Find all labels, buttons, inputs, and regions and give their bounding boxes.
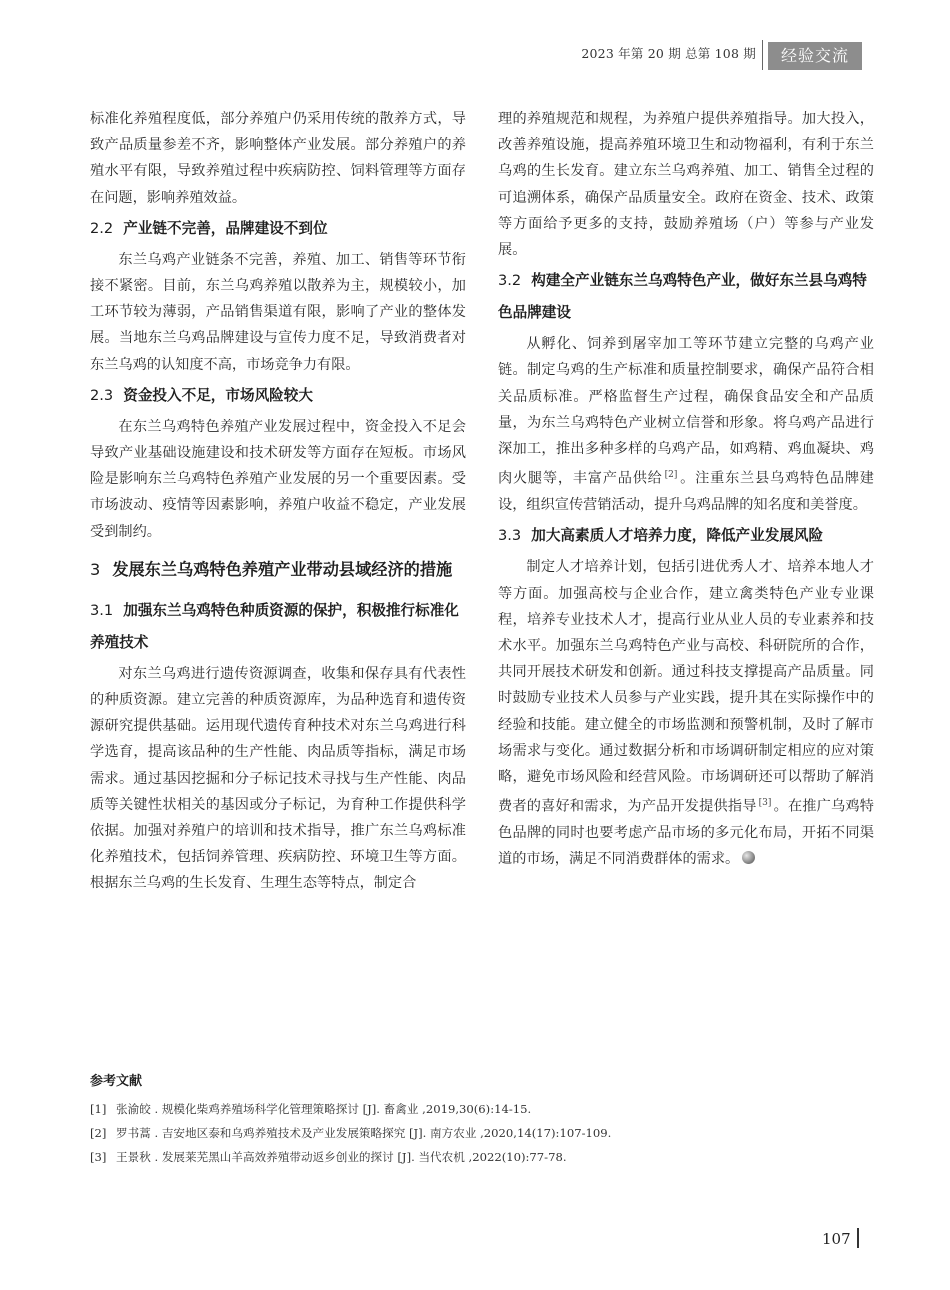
section-number: 3.3 [498, 527, 522, 545]
section-heading-3-1 [90, 595, 466, 659]
references [90, 1070, 870, 1169]
paragraph: 理的养殖规范和规程，为养殖户提供养殖指导。加大投入，改善养殖设施，提高养殖环境卫生和动物福利，有利于东兰乌鸡的生长发育。建立东兰乌鸡养殖、加工、销售全过程的可追溯体系，确保产品质量安全。政府在资金、技术、政策等方面给予更多的支持，鼓励养殖场（户）等参与产业发展。 [498, 111, 874, 259]
section-number: 2.2 [90, 219, 114, 237]
reference-text: 张渝皎 . 规模化柴鸡养殖场科学化管理策略探讨 [J]. 畜禽业 ,2019,30(6):14-15. [116, 1102, 532, 1116]
page-number-bar [857, 1228, 859, 1248]
reference-text: 王景秋 . 发展莱芜黑山羊高效养殖带动返乡创业的探讨 [J]. 当代农机 ,2022(10):77-78. [116, 1150, 567, 1164]
section-heading-3-2 [498, 265, 874, 329]
section-title: 构建全产业链东兰乌鸡特色产业，做好东兰县乌鸡特色品牌建设 [498, 272, 867, 322]
paragraph [498, 331, 874, 518]
reference-text: 罗书蒿 . 吉安地区泰和乌鸡养殖技术及产业发展策略探究 [J]. 南方农业 ,2020,14(17):107-109. [116, 1126, 612, 1140]
section-title: 加大高素质人才培养力度，降低产业发展风险 [531, 527, 824, 545]
section-title: 资金投入不足，市场风险较大 [123, 386, 313, 404]
section-number: 3 [90, 559, 101, 579]
paragraph-text: 。在推广乌鸡特色品牌的同时也要考虑产品市场的多元化布局，开拓不同渠道的市场，满足不同消费群体的需求。 [498, 798, 874, 868]
citation: [3] [758, 798, 772, 809]
header-divider [762, 40, 763, 70]
references-title: 参考文献 [90, 1074, 143, 1089]
section-heading-3-3 [498, 520, 874, 552]
reference-item [90, 1121, 870, 1145]
section-heading-2-3 [90, 380, 466, 412]
paragraph: 在东兰乌鸡特色养殖产业发展过程中，资金投入不足会导致产业基础设施建设和技术研发等方面存在短板。市场风险是影响东兰乌鸡特色养殖产业发展的另一个重要因素。受市场波动、疫情等因素影响，养殖户收益不稳定，产业发展受到制约。 [90, 418, 466, 540]
reference-number: [2] [90, 1126, 107, 1140]
paragraph: 对东兰乌鸡进行遗传资源调查，收集和保存具有代表性的种质资源。建立完善的种质资源库，为品种选育和遗传资源研究提供基础。运用现代遗传育种技术对东兰乌鸡进行科学选育，提高该品种的生产性能、肉品质等指标，满足市场需求。通过基因挖掘和分子标记技术寻找与生产性能、肉品质等关键性状相关的基因或分子标记，为育种工作提供科学依据。加强对养殖户的培训和技术指导，推广东兰乌鸡标准化养殖技术，包括饲养管理、疾病防控、环境卫生等方面。根据东兰乌鸡的生长发育、生理生态等特点，制定合 [90, 665, 466, 892]
paragraph: 标准化养殖程度低，部分养殖户仍采用传统的散养方式，导致产品质量参差不齐，影响整体产业发展。部分养殖户的养殖水平有限，导致养殖过程中疾病防控、饲料管理等方面存在问题，影响养殖效益。 [90, 111, 466, 206]
end-mark-icon [742, 851, 755, 864]
left-column [90, 106, 466, 897]
citation: [2] [664, 470, 678, 481]
section-heading-3 [90, 551, 466, 589]
section-title: 发展东兰乌鸡特色养殖产业带动县域经济的措施 [112, 559, 453, 579]
section-label: 经验交流 [768, 42, 862, 70]
section-number: 3.1 [90, 601, 114, 619]
paragraph-text: 制定人才培养计划，包括引进优秀人才、培养本地人才等方面。加强高校与企业合作，建立禽类特色产业专业课程，培养专业技术人才，提高行业从业人员的专业素养和技术水平。加强东兰乌鸡特色产业与高校、科研院所的合作，共同开展技术研发和创新。通过科技支撑提高产品质量。同时鼓励专业技术人员参与产业实践，提升其在实际操作中的经验和技能。建立健全的市场监测和预警机制，及时了解市场需求与变化。通过数据分析和市场调研制定相应的应对策略，避免市场风险和经营风险。市场调研还可以帮助了解消费者的喜好和需求，为产品开发提供指导 [498, 559, 874, 815]
section-title: 产业链不完善，品牌建设不到位 [123, 219, 328, 237]
section-number: 2.3 [90, 386, 114, 404]
section-title: 加强东兰乌鸡特色种质资源的保护，积极推行标准化养殖技术 [90, 601, 459, 651]
reference-number: [1] [90, 1102, 107, 1116]
right-column [498, 106, 874, 873]
section-heading-2-2 [90, 213, 466, 245]
paragraph [498, 554, 874, 872]
paragraph-text: 。注重东兰县乌鸡特色品牌建设，组织宣传营销活动，提升乌鸡品牌的知名度和美誉度。 [498, 470, 874, 514]
paragraph-text: 从孵化、饲养到屠宰加工等环节建立完整的乌鸡产业链。制定乌鸡的生产标准和质量控制要求，确保产品符合相关品质标准。严格监督生产过程，确保食品安全和产品质量，为东兰乌鸡特色产业树立信誉和形象。将乌鸡产品进行深加工，推出多种多样的乌鸡产品，如鸡精、鸡血凝块、鸡肉火腿等，丰富产品供给 [498, 336, 874, 487]
reference-item [90, 1145, 870, 1169]
page-number: 107 [822, 1230, 851, 1248]
section-number: 3.2 [498, 272, 522, 290]
issue-info: 2023 年第 20 期 总第 108 期 [581, 46, 756, 61]
reference-item [90, 1097, 870, 1121]
paragraph: 东兰乌鸡产业链条不完善，养殖、加工、销售等环节衔接不紧密。目前，东兰乌鸡养殖以散养为主，规模较小，加工环节较为薄弱，产品销售渠道有限，影响了产业的整体发展。当地东兰乌鸡品牌建设与宣传力度不足，导致消费者对东兰乌鸡的认知度不高，市场竞争力有限。 [90, 251, 466, 373]
reference-number: [3] [90, 1150, 107, 1164]
